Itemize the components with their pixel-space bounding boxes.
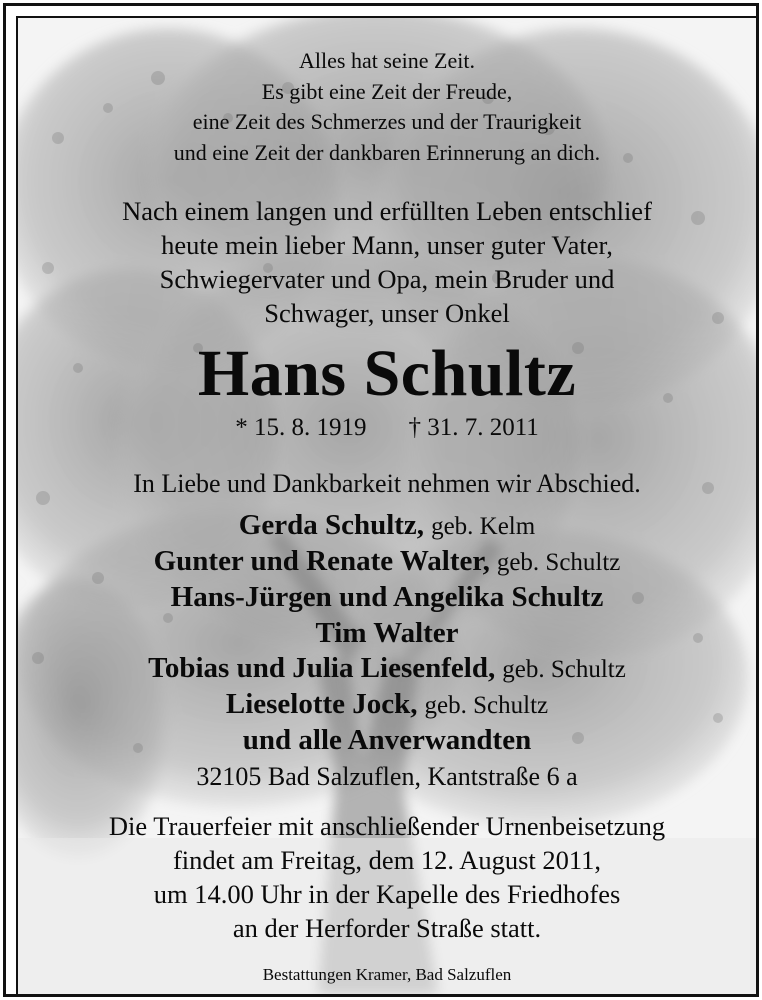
mourner-name: Gunter und Renate Walter,: [153, 545, 490, 578]
intro-line: heute mein lieber Mann, unser guter Vater,: [161, 230, 613, 260]
funeral-service-info: [18, 809, 756, 945]
obituary-notice: [16, 16, 758, 996]
mourner-entry: [18, 651, 756, 687]
service-line: an der Herforder Straße statt.: [232, 913, 542, 943]
mourner-name: Tim Walter: [315, 616, 459, 649]
motto-verse: [18, 46, 756, 168]
intro-line: Schwiegervater und Opa, mein Bruder und: [159, 264, 615, 294]
farewell-line: In Liebe und Dankbarkeit nehmen wir Abschied.: [133, 469, 641, 498]
death-date: † 31. 7. 2011: [408, 414, 539, 441]
mourners-list: [18, 508, 756, 758]
notice-text: [18, 18, 756, 994]
deceased-name: Hans Schultz: [197, 337, 577, 410]
intro-paragraph: [18, 194, 756, 330]
birth-date: * 15. 8. 1919: [235, 414, 367, 441]
motto-line: und eine Zeit der dankbaren Erinnerung an dich.: [173, 139, 601, 165]
mourner-suffix: geb. Schultz: [502, 655, 626, 683]
intro-line: Nach einem langen und erfüllten Leben entschlief: [122, 196, 652, 226]
undertaker-credit: Bestattungen Kramer, Bad Salzuflen: [262, 965, 512, 984]
mourner-suffix: geb. Schultz: [496, 549, 621, 577]
mourner-entry: [18, 687, 756, 723]
mourner-entry: [18, 616, 756, 651]
service-line: um 14.00 Uhr in der Kapelle des Friedhofes: [153, 879, 621, 909]
family-address: 32105 Bad Salzuflen, Kantstraße 6 a: [196, 762, 578, 791]
mourner-entry: [18, 544, 756, 580]
motto-line: eine Zeit des Schmerzes und der Traurigkeit: [192, 109, 582, 134]
service-line: findet am Freitag, dem 12. August 2011,: [172, 845, 602, 875]
mourner-name: Tobias und Julia Liesenfeld,: [148, 651, 496, 684]
motto-line: Alles hat seine Zeit.: [299, 48, 475, 73]
mourner-entry: [18, 508, 756, 544]
service-line: Die Trauerfeier mit anschließender Urnenbeisetzung: [108, 811, 666, 841]
mourner-entry: [18, 580, 756, 615]
intro-line: Schwager, unser Onkel: [264, 298, 510, 328]
mourner-name: und alle Anverwandten: [242, 724, 532, 757]
mourner-suffix: geb. Kelm: [431, 513, 536, 540]
mourner-name: Gerda Schultz,: [238, 509, 425, 541]
outer-border: [3, 3, 759, 997]
mourner-entry: [18, 723, 756, 758]
life-dates: [18, 412, 756, 444]
mourner-name: Lieselotte Jock,: [225, 688, 418, 721]
motto-line: Es gibt eine Zeit der Freude,: [261, 78, 513, 104]
mourner-name: Hans-Jürgen und Angelika Schultz: [170, 581, 604, 614]
mourner-suffix: geb. Schultz: [424, 692, 549, 720]
